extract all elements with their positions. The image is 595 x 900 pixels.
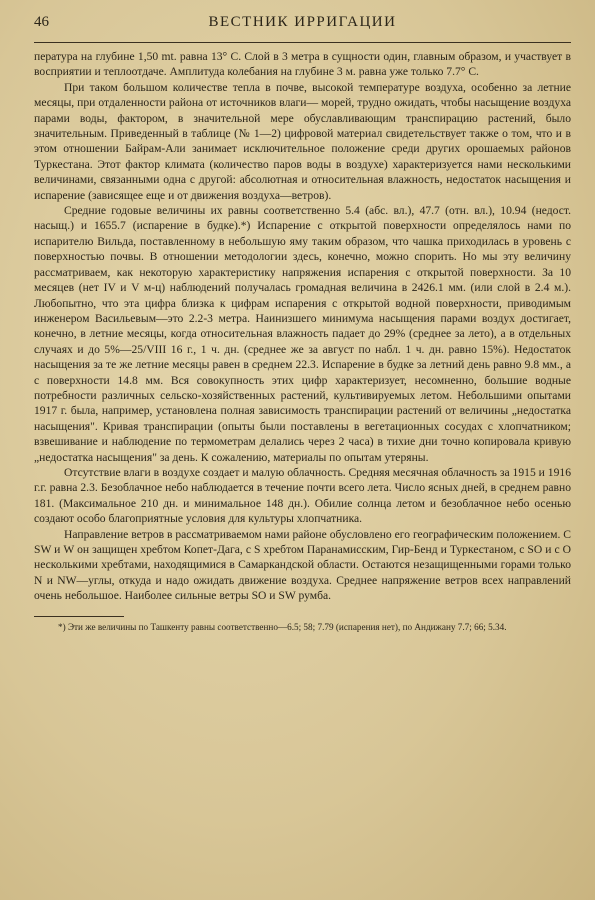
paragraph-continuation: пература на глубине 1,50 mt. равна 13° С. Слой в 3 метра в сущности один, главным образом, и участвует в восприятии и теплоотдаче. Амплитуда колебания на глубине 3 м. равна уже только 7.7° С. bbox=[34, 50, 571, 79]
body-text bbox=[34, 49, 571, 604]
page-header bbox=[34, 14, 571, 43]
paragraph-winds: Направление ветров в рассматриваемом нами районе обусловлено его географическим положением. С SW и W он защищен хребтом Копет-Дага, с S хребтом Паранамисским, Гир-Бенд и Туркестаном, с SO и с O несколькими хребтами, находящимися в Самаркандской области. Остаются незащищенными горами только N и NW—углы, откуда и надо ожидать движение воздуха. Среднее напряжение ветров всех направлений очень небольшое. Наиболее сильные ветры SO и SW румба. bbox=[34, 527, 571, 603]
paragraph-cloudiness: Отсутствие влаги в воздухе создает и малую облачность. Средняя месячная облачность за 1915 и 1916 г.г. равна 2.3. Безоблачное небо наблюдается в течение почти всего лета. Число ясных дней, в среднем равно 181. (Максимальное 210 дн. и минимальное 148 дн.). Обилие солнца летом и безоблачное небо осенью создают особо благоприятные условия для культуры хлопчатника. bbox=[34, 465, 571, 526]
paragraph-humidity: При таком большом количестве тепла в почве, высокой температуре воздуха, особенно за летние месяцы, при отдаленности района от источников влаги— морей, трудно ожидать, чтобы насыщение воздуха парами воды, фактором, в значительной мере обуславливающим транспирацию растений, было значительным. Приведенный в таблице (№ 1—2) цифровой материал свидетельствует также о том, что и в этом отношении Байрам-Али занимает исключительное положение среди других орошаемых районов Туркестана. Этот фактор климата (количество паров воды в воздухе) характеризуется нами несколькими величинами, связанными одна с другой: абсолютная и относительная влажность, недостаток насыщения и испарение (зависящее еще и от движения воздуха—ветров). bbox=[34, 80, 571, 202]
page-number: 46 bbox=[34, 14, 49, 30]
paragraph-evaporation: Средние годовые величины их равны соответственно 5.4 (абс. вл.), 47.7 (отн. вл.), 10.94 (недост. насыщ.) и 1655.7 (испарение в будке).*) Испарение с открытой поверхности определялось нами по испарителю Вильда, поставленному в небольшую яму таким образом, что чашка приходилась в уровень с поверхностью почвы. В отношении методологии здесь, конечно, можно спорить. Но мы эту величину рассматриваем, как некоторую характеристику напряжения испарения с открытой поверхности. За 10 месяцев (нет IV и V м-ц) наблюдений получалась громадная величина в 2426.1 мм. (или слой в 2.4 м.). Любопытно, что эта цифра близка к цифрам испарения с открытой водной поверхности, приводимым инженером Васильевым—это 2.2-3 метра. Наинизшего минимума насыщения парами воздух достигает, конечно, в летние месяцы, когда относительная влажность падает до 29% (среднее за лето), а в отдельных случаях и до 5%—25/VIII 16 г., 1 ч. дн. (среднее же за август по набл. 1 ч. дн. равно 15%). Недостаток насыщения за те же летние месяцы равен в среднем 22.3. Испарение в будке за летний день равно 9.8 мм., а с поверхности 14.8 мм. Вся совокупность этих цифр характеризует, несомненно, большие водные потребности различных сельско-хозяйственных растений, культивируемых летом. Небольшими опытами 1917 г. была, например, установлена полная зависимость транспирации растений от величины „недостатка насыщения". Кривая транспирации (опыты были поставлены в вегетационных сосудах с хлопчатником; взвешивание и наблюдение по термометрам делались через 2 часа) в тихие дни точно копировала кривую „недостатка насыщения" за день. К сожалению, материалы по опытам утеряны. bbox=[34, 204, 571, 464]
footnote-divider bbox=[34, 616, 124, 617]
running-title: ВЕСТНИК ИРРИГАЦИИ bbox=[208, 14, 397, 30]
footnote: *) Эти же величины по Ташкенту равны соответственно—6.5; 58; 7.79 (испарения нет), по Андижану 7.7; 66; 5.34. bbox=[58, 621, 507, 632]
